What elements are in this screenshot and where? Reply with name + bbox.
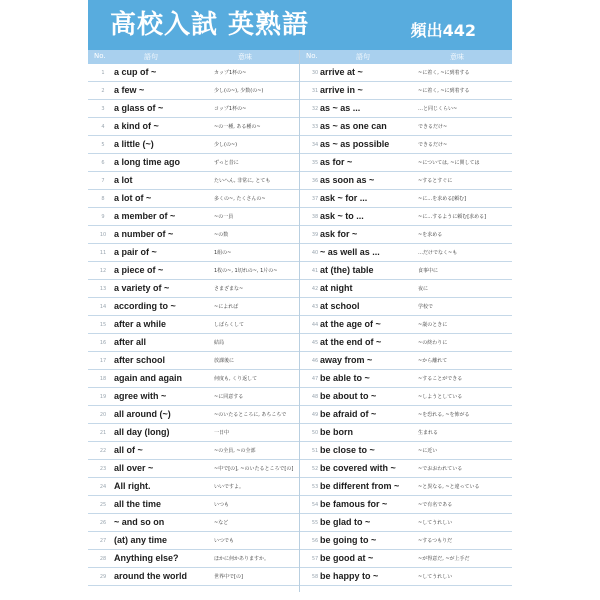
row-number: 8: [101, 196, 105, 202]
row-phrase: as for ~: [320, 157, 353, 167]
row-number: 57: [311, 556, 319, 562]
row-phrase: Anything else?: [114, 553, 179, 563]
table-row: [300, 82, 512, 100]
row-meaning: 世界中で[の]: [214, 574, 243, 580]
row-phrase: a kind of ~: [114, 121, 159, 131]
row-phrase: be happy to ~: [320, 571, 379, 581]
row-number: 54: [311, 502, 319, 508]
row-meaning: ~の全員, ~の全部: [214, 448, 256, 454]
table-row: [88, 406, 300, 424]
row-number: 51: [311, 448, 319, 454]
row-phrase: a number of ~: [114, 229, 174, 239]
column-header: [88, 50, 300, 64]
header-no: No.: [94, 52, 106, 60]
row-meaning: ~してうれしい: [418, 520, 453, 526]
row-phrase: a piece of ~: [114, 265, 164, 275]
vocab-sheet: [88, 0, 512, 600]
row-meaning: ~が得意だ, ~が上手だ: [418, 556, 470, 562]
row-phrase: after all: [114, 337, 147, 347]
table-row: [88, 244, 300, 262]
row-number: 34: [311, 142, 319, 148]
row-meaning: ~によれば: [214, 304, 239, 310]
row-meaning: できるだけ~: [418, 142, 448, 148]
row-number: 5: [101, 142, 105, 148]
table-row: [300, 226, 512, 244]
row-phrase: all day (long): [114, 427, 170, 437]
row-meaning: 少し(の~): [214, 142, 238, 148]
row-phrase: be good at ~: [320, 553, 374, 563]
table-row: [300, 352, 512, 370]
row-meaning: さまざまな~: [214, 286, 244, 292]
row-number: 26: [99, 520, 107, 526]
row-meaning: カップ1杯の~: [214, 70, 247, 76]
row-phrase: all of ~: [114, 445, 143, 455]
table-row: [88, 514, 300, 532]
row-phrase: again and again: [114, 373, 183, 383]
row-meaning: 学校で: [418, 304, 434, 310]
row-number: 17: [99, 358, 107, 364]
row-phrase: a member of ~: [114, 211, 176, 221]
row-number: 23: [99, 466, 107, 472]
row-phrase: a pair of ~: [114, 247, 157, 257]
row-number: 10: [99, 232, 107, 238]
row-meaning: 一日中: [214, 430, 230, 436]
row-phrase: (at) any time: [114, 535, 168, 545]
row-meaning: ~のいたるところに, あちこちで: [214, 412, 287, 418]
row-number: 50: [311, 430, 319, 436]
row-number: 3: [101, 106, 105, 112]
row-number: 15: [99, 322, 107, 328]
row-phrase: away from ~: [320, 355, 373, 365]
row-meaning: ~については, ~に関しては: [418, 160, 480, 166]
row-number: 25: [99, 502, 107, 508]
table-row: [300, 334, 512, 352]
table-row: [88, 298, 300, 316]
row-phrase: be different from ~: [320, 481, 400, 491]
table-row: [300, 424, 512, 442]
row-phrase: be glad to ~: [320, 517, 371, 527]
row-meaning: 何度も, くり返して: [214, 376, 258, 382]
table-row: [300, 118, 512, 136]
row-meaning: …と同じくらい~: [418, 106, 458, 112]
row-number: 41: [311, 268, 319, 274]
table-row: [300, 514, 512, 532]
row-phrase: arrive at ~: [320, 67, 363, 77]
row-number: 36: [311, 178, 319, 184]
row-number: 6: [101, 160, 105, 166]
row-meaning: 食事中に: [418, 268, 439, 274]
row-number: 45: [311, 340, 319, 346]
row-meaning: ~するつもりだ: [418, 538, 453, 544]
row-phrase: a lot of ~: [114, 193, 152, 203]
header-meaning: 意味: [238, 53, 252, 61]
row-number: 22: [99, 448, 107, 454]
sheet-title: 高校入試 英熟語: [110, 10, 310, 40]
row-meaning: できるだけ~: [418, 124, 448, 130]
row-number: 35: [311, 160, 319, 166]
row-number: 27: [99, 538, 107, 544]
row-phrase: be born: [320, 427, 353, 437]
table-row: [300, 388, 512, 406]
row-number: 14: [99, 304, 107, 310]
row-number: 46: [311, 358, 319, 364]
row-number: 29: [99, 574, 107, 580]
right-column: [300, 50, 512, 586]
table-row: [88, 496, 300, 514]
row-phrase: ask for ~: [320, 229, 358, 239]
row-phrase: ask ~ to ...: [320, 211, 364, 221]
row-number: 24: [99, 484, 107, 490]
table-row: [300, 172, 512, 190]
row-phrase: as ~ as possible: [320, 139, 390, 149]
row-number: 2: [101, 88, 105, 94]
table-row: [300, 154, 512, 172]
table-row: [300, 190, 512, 208]
row-phrase: all around (~): [114, 409, 171, 419]
row-phrase: All right.: [114, 481, 151, 491]
row-phrase: around the world: [114, 571, 187, 581]
row-number: 19: [99, 394, 107, 400]
row-meaning: ~など: [214, 520, 229, 526]
row-phrase: according to ~: [114, 301, 176, 311]
row-meaning: いつも: [214, 502, 230, 508]
table-row: [88, 64, 300, 82]
row-meaning: ~に同意する: [214, 394, 244, 400]
row-number: 12: [99, 268, 107, 274]
table-row: [88, 460, 300, 478]
row-meaning: ~することができる: [418, 376, 463, 382]
row-phrase: agree with ~: [114, 391, 167, 401]
left-column: [88, 50, 300, 586]
row-number: 32: [311, 106, 319, 112]
table-row: [300, 460, 512, 478]
table-row: [300, 568, 512, 586]
row-phrase: ~ and so on: [114, 517, 165, 527]
table-row: [88, 118, 300, 136]
row-phrase: be covered with ~: [320, 463, 396, 473]
table-row: [300, 316, 512, 334]
row-meaning: いつでも: [214, 538, 235, 544]
table-row: [300, 406, 512, 424]
table-row: [300, 208, 512, 226]
row-meaning: 多くの~, たくさんの~: [214, 196, 266, 202]
row-phrase: ~ as well as ...: [320, 247, 380, 257]
row-meaning: ~に近い: [418, 448, 438, 454]
row-phrase: at night: [320, 283, 353, 293]
table-row: [88, 136, 300, 154]
table-row: [88, 478, 300, 496]
row-meaning: ~でおおわれている: [418, 466, 463, 472]
row-meaning: ~してうれしい: [418, 574, 453, 580]
row-meaning: ~で有名である: [418, 502, 453, 508]
table-row: [88, 550, 300, 568]
row-meaning: ~と異なる, ~と違っている: [418, 484, 480, 490]
row-meaning: いいですよ。: [214, 484, 245, 490]
row-meaning: ~から離れて: [418, 358, 448, 364]
row-meaning: しばらくして: [214, 322, 245, 328]
row-number: 38: [311, 214, 319, 220]
row-meaning: ~を恐れる, ~を怖がる: [418, 412, 470, 418]
row-number: 52: [311, 466, 319, 472]
row-phrase: be famous for ~: [320, 499, 388, 509]
table-row: [88, 388, 300, 406]
row-number: 21: [99, 430, 107, 436]
row-phrase: be able to ~: [320, 373, 370, 383]
row-number: 20: [99, 412, 107, 418]
row-number: 31: [311, 88, 319, 94]
row-phrase: be close to ~: [320, 445, 375, 455]
table-row: [88, 352, 300, 370]
row-number: 37: [311, 196, 319, 202]
row-number: 16: [99, 340, 107, 346]
row-number: 1: [101, 70, 105, 76]
table-row: [300, 496, 512, 514]
table-row: [300, 280, 512, 298]
row-meaning: 結局: [214, 340, 225, 346]
row-meaning: ~しようとしている: [418, 394, 463, 400]
row-meaning: 1組の~: [214, 250, 232, 256]
row-meaning: 夜に: [418, 286, 429, 292]
row-phrase: a cup of ~: [114, 67, 157, 77]
row-phrase: be about to ~: [320, 391, 377, 401]
row-meaning: ~に着く, ~に到着する: [418, 70, 470, 76]
sheet-header: [88, 0, 512, 50]
row-phrase: as soon as ~: [320, 175, 375, 185]
row-number: 53: [311, 484, 319, 490]
table-row: [300, 64, 512, 82]
row-number: 55: [311, 520, 319, 526]
table-row: [300, 442, 512, 460]
row-phrase: a lot: [114, 175, 133, 185]
table-row: [88, 334, 300, 352]
row-phrase: be going to ~: [320, 535, 377, 545]
row-number: 49: [311, 412, 319, 418]
row-meaning: ~に…を求める[頼む]: [418, 196, 467, 202]
header-no: No.: [306, 52, 318, 60]
sheet-subtitle: 頻出442: [410, 21, 476, 40]
table-row: [88, 442, 300, 460]
row-phrase: a glass of ~: [114, 103, 164, 113]
row-meaning: たいへん, 非常に, とても: [214, 178, 271, 184]
table-row: [300, 370, 512, 388]
header-phrase: 語句: [144, 53, 158, 61]
table-row: [300, 550, 512, 568]
row-meaning: ずっと昔に: [214, 160, 239, 166]
row-phrase: after a while: [114, 319, 167, 329]
row-number: 33: [311, 124, 319, 130]
table-row: [300, 478, 512, 496]
row-meaning: ~に…するように頼む[求める]: [418, 214, 487, 220]
row-meaning: ~の一種, ある種の~: [214, 124, 261, 130]
table-row: [88, 424, 300, 442]
table-row: [88, 568, 300, 586]
table-row: [300, 532, 512, 550]
column-header: [300, 50, 512, 64]
row-meaning: 少し(の~), 少数(の~): [214, 88, 264, 94]
table-row: [300, 298, 512, 316]
row-meaning: ~の一員: [214, 214, 234, 220]
row-number: 7: [101, 178, 105, 184]
table-row: [300, 244, 512, 262]
table-row: [88, 262, 300, 280]
table-row: [88, 370, 300, 388]
row-number: 18: [99, 376, 107, 382]
table-row: [88, 154, 300, 172]
row-phrase: be afraid of ~: [320, 409, 377, 419]
row-phrase: a long time ago: [114, 157, 181, 167]
table-row: [88, 100, 300, 118]
row-meaning: ~に着く, ~に到着する: [418, 88, 470, 94]
row-phrase: all over ~: [114, 463, 154, 473]
row-meaning: コップ1杯の~: [214, 106, 247, 112]
row-meaning: 生まれる: [418, 430, 439, 436]
row-number: 48: [311, 394, 319, 400]
row-meaning: ~の数: [214, 232, 229, 238]
row-phrase: a few ~: [114, 85, 145, 95]
row-number: 9: [101, 214, 105, 220]
table-row: [88, 82, 300, 100]
row-phrase: all the time: [114, 499, 162, 509]
row-meaning: ~の終わりに: [418, 340, 448, 346]
phrase-table: [88, 50, 512, 600]
table-row: [300, 136, 512, 154]
row-phrase: a variety of ~: [114, 283, 170, 293]
row-meaning: 放課後に: [214, 358, 235, 364]
row-number: 40: [311, 250, 319, 256]
row-phrase: as ~ as one can: [320, 121, 387, 131]
table-row: [88, 316, 300, 334]
row-number: 43: [311, 304, 319, 310]
table-row: [88, 208, 300, 226]
row-number: 47: [311, 376, 319, 382]
table-row: [88, 532, 300, 550]
row-phrase: at (the) table: [320, 265, 374, 275]
row-phrase: at the age of ~: [320, 319, 381, 329]
table-row: [88, 280, 300, 298]
row-meaning: ~を求める: [418, 232, 443, 238]
header-meaning: 意味: [450, 53, 464, 61]
row-number: 44: [311, 322, 319, 328]
row-phrase: at school: [320, 301, 360, 311]
row-meaning: ~するとすぐに: [418, 178, 453, 184]
row-number: 58: [311, 574, 319, 580]
row-number: 13: [99, 286, 107, 292]
row-number: 42: [311, 286, 319, 292]
table-row: [300, 262, 512, 280]
row-phrase: arrive in ~: [320, 85, 363, 95]
row-meaning: ~中で[の], ~のいたるところで[の]: [214, 466, 294, 472]
table-row: [88, 172, 300, 190]
row-number: 30: [311, 70, 319, 76]
header-phrase: 語句: [356, 53, 370, 61]
row-number: 4: [101, 124, 105, 130]
row-phrase: at the end of ~: [320, 337, 382, 347]
row-number: 28: [99, 556, 107, 562]
row-number: 39: [311, 232, 319, 238]
table-row: [300, 100, 512, 118]
table-row: [88, 226, 300, 244]
row-phrase: a little (~): [114, 139, 154, 149]
row-phrase: ask ~ for ...: [320, 193, 368, 203]
row-meaning: ほかに何かありますか。: [214, 556, 270, 562]
row-meaning: 1枚の~, 1切れの~, 1片の~: [214, 268, 278, 274]
row-phrase: after school: [114, 355, 166, 365]
table-row: [88, 190, 300, 208]
row-number: 11: [99, 250, 107, 256]
row-number: 56: [311, 538, 319, 544]
row-phrase: as ~ as ...: [320, 103, 361, 113]
row-meaning: …だけでなく~も: [418, 250, 458, 256]
row-meaning: ~歳のときに: [418, 322, 448, 328]
